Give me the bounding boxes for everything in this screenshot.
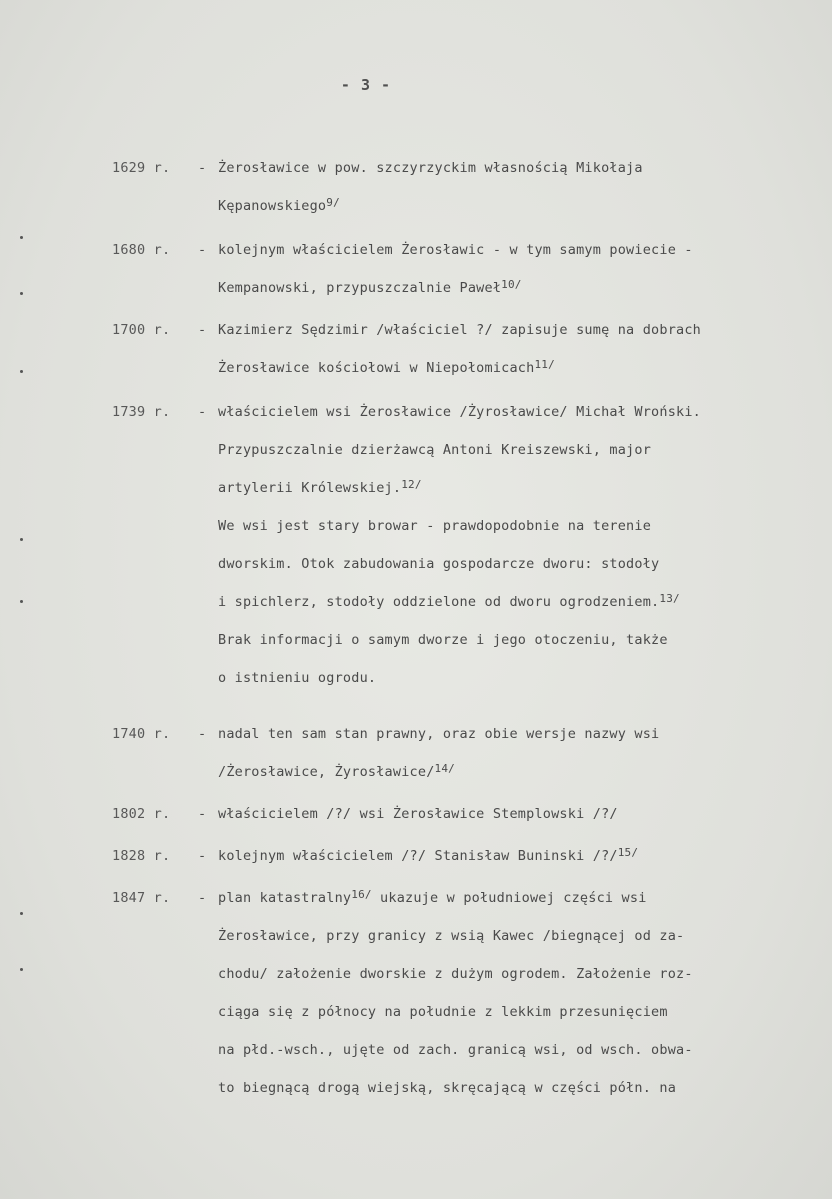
margin-mark bbox=[20, 538, 23, 541]
margin-mark bbox=[20, 370, 23, 373]
entry-line: to biegnącą drogą wiejską, skręcającą w części półn. na bbox=[218, 1080, 677, 1096]
entry-line: We wsi jest stary browar - prawdopodobnie na terenie bbox=[218, 518, 652, 534]
footnote-ref: 16/ bbox=[351, 888, 372, 901]
page-number: - 3 - bbox=[340, 76, 392, 94]
entry-date: 1828 r. bbox=[112, 848, 171, 864]
entry-line: właścicielem wsi Żerosławice /Żyrosławice/ Michał Wroński. bbox=[218, 404, 702, 420]
entry-line: właścicielem /?/ wsi Żerosławice Stemplowski /?/ bbox=[218, 806, 618, 822]
footnote-ref: 10/ bbox=[501, 278, 522, 291]
entry-line: o istnieniu ogrodu. bbox=[218, 670, 377, 686]
entry-dash: - bbox=[198, 242, 207, 258]
margin-mark bbox=[20, 600, 23, 603]
entry-line: na płd.-wsch., ujęte od zach. granicą wsi, od wsch. obwa- bbox=[218, 1042, 693, 1058]
entry-line: ciąga się z północy na południe z lekkim przesunięciem bbox=[218, 1004, 668, 1020]
entry-line: chodu/ założenie dworskie z dużym ogrodem. Założenie roz- bbox=[218, 966, 693, 982]
entry-line: nadal ten sam stan prawny, oraz obie wersje nazwy wsi bbox=[218, 726, 660, 742]
entry-line: dworskim. Otok zabudowania gospodarcze dworu: stodoły bbox=[218, 556, 660, 572]
entry-line: Kępanowskiego$^{9/}$ bbox=[218, 196, 340, 214]
entry-line: i spichlerz, stodoły oddzielone od dworu ogrodzeniem.$^{13/}$ bbox=[218, 592, 680, 610]
entry-dash: - bbox=[198, 160, 207, 176]
entry-line: Kempanowski, przypuszczalnie Paweł$^{10/}$ bbox=[218, 278, 522, 296]
margin-mark bbox=[20, 912, 23, 915]
entry-dash: - bbox=[198, 848, 207, 864]
entry-line: Żerosławice kościołowi w Niepołomicach$^{11/}$ bbox=[218, 358, 555, 376]
entry-date: 1740 r. bbox=[112, 726, 171, 742]
entry-dash: - bbox=[198, 806, 207, 822]
entry-line: Żerosławice w pow. szczyrzyckim własnością Mikołaja bbox=[218, 160, 643, 176]
entry-dash: - bbox=[198, 322, 207, 338]
entry-line: kolejnym właścicielem /?/ Stanisław Buninski /?/$^{15/}$ bbox=[218, 846, 639, 864]
entry-line: artylerii Królewskiej.$^{12/}$ bbox=[218, 478, 422, 496]
footnote-ref: 13/ bbox=[659, 592, 680, 605]
margin-mark bbox=[20, 292, 23, 295]
entry-date: 1847 r. bbox=[112, 890, 171, 906]
entry-date: 1700 r. bbox=[112, 322, 171, 338]
entry-line: plan katastralny$^{16/}$ ukazuje w południowej części wsi bbox=[218, 888, 647, 906]
footnote-ref: 12/ bbox=[401, 478, 422, 491]
entry-line: Żerosławice, przy granicy z wsią Kawec /biegnącej od za- bbox=[218, 928, 685, 944]
entry-date: 1802 r. bbox=[112, 806, 171, 822]
footnote-ref: 15/ bbox=[617, 846, 639, 859]
entry-line: Brak informacji o samym dworze i jego otoczeniu, także bbox=[218, 632, 668, 648]
entry-line: kolejnym właścicielem Żerosławic - w tym samym powiecie - bbox=[218, 242, 693, 258]
entry-line: Kazimierz Sędzimir /właściciel ?/ zapisuje sumę na dobrach bbox=[218, 322, 702, 338]
entry-dash: - bbox=[198, 890, 207, 906]
margin-mark bbox=[20, 968, 23, 971]
entry-date: 1739 r. bbox=[112, 404, 171, 420]
entry-date: 1680 r. bbox=[112, 242, 171, 258]
footnote-ref: 11/ bbox=[534, 358, 555, 371]
footnote-ref: 14/ bbox=[434, 762, 455, 775]
entry-date: 1629 r. bbox=[112, 160, 171, 176]
entry-dash: - bbox=[198, 726, 207, 742]
entry-line: /Żerosławice, Żyrosławice/$^{14/}$ bbox=[218, 762, 455, 780]
footnote-ref: 9/ bbox=[326, 196, 340, 209]
entry-line: Przypuszczalnie dzierżawcą Antoni Kreiszewski, major bbox=[218, 442, 652, 458]
margin-mark bbox=[20, 236, 23, 239]
entry-dash: - bbox=[198, 404, 207, 420]
